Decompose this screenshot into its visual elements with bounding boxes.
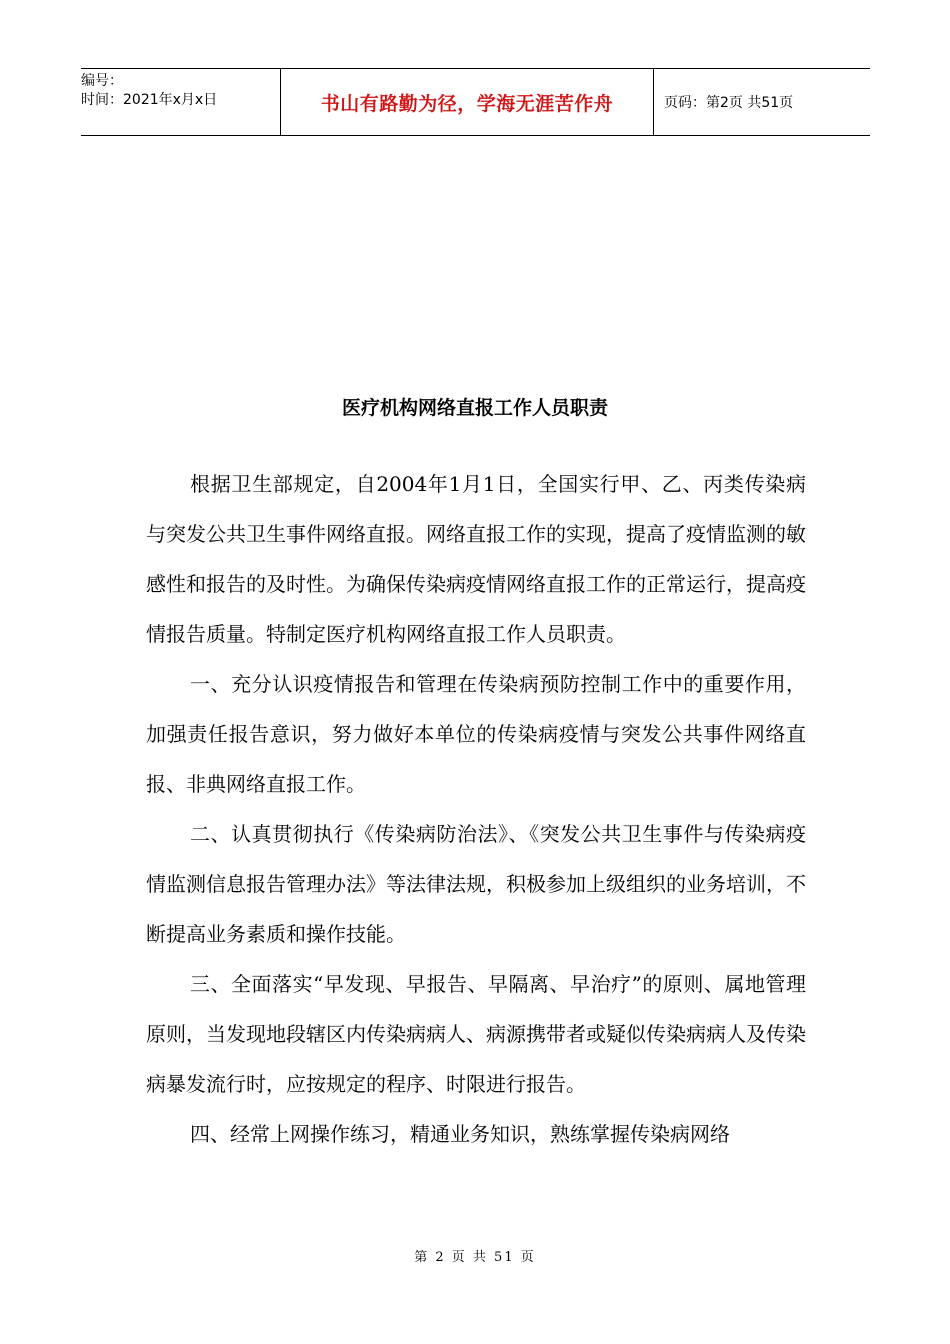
- document-body: [146, 459, 806, 1159]
- number-label: 编号：: [81, 73, 123, 89]
- header-page-info: 页码：第2页 共51页: [664, 95, 794, 111]
- paragraph: 二、认真贯彻执行《传染病防治法》、《突发公共卫生事件与传染病疫情监测信息报告管理办法》等法律法规，积极参加上级组织的业务培训，不断提高业务素质和操作技能。: [146, 822, 806, 946]
- paragraph: 三、全面落实“早发现、早报告、早隔离、早治疗”的原则、属地管理原则，当发现地段辖区内传染病病人、病源携带者或疑似传染病病人及传染病暴发流行时，应按规定的程序、时限进行报告。: [146, 972, 806, 1096]
- page-header: [81, 68, 870, 136]
- paragraph: 四、经常上网操作练习，精通业务知识，熟练掌握传染病网络: [190, 1122, 730, 1146]
- paragraph: 一、充分认识疫情报告和管理在传染病预防控制工作中的重要作用，加强责任报告意识，努力做好本单位的传染病疫情与突发公共事件网络直报、非典网络直报工作。: [146, 672, 806, 796]
- paragraph: 根据卫生部规定，自2004年1月1日，全国实行甲、乙、丙类传染病与突发公共卫生事件网络直报。网络直报工作的实现，提高了疫情监测的敏感性和报告的及时性。为确保传染病疫情网络直报工作的正常运行，提高疫情报告质量。特制定医疗机构网络直报工作人员职责。: [146, 472, 806, 646]
- header-meta: [81, 69, 281, 135]
- page-footer: 第 2 页 共 51 页: [414, 1250, 536, 1265]
- document-title: 医疗机构网络直报工作人员职责: [341, 397, 608, 419]
- time-label: 时间：2021年x月x日: [81, 92, 218, 108]
- header-motto: 书山有路勤为径，学海无涯苦作舟: [281, 69, 654, 135]
